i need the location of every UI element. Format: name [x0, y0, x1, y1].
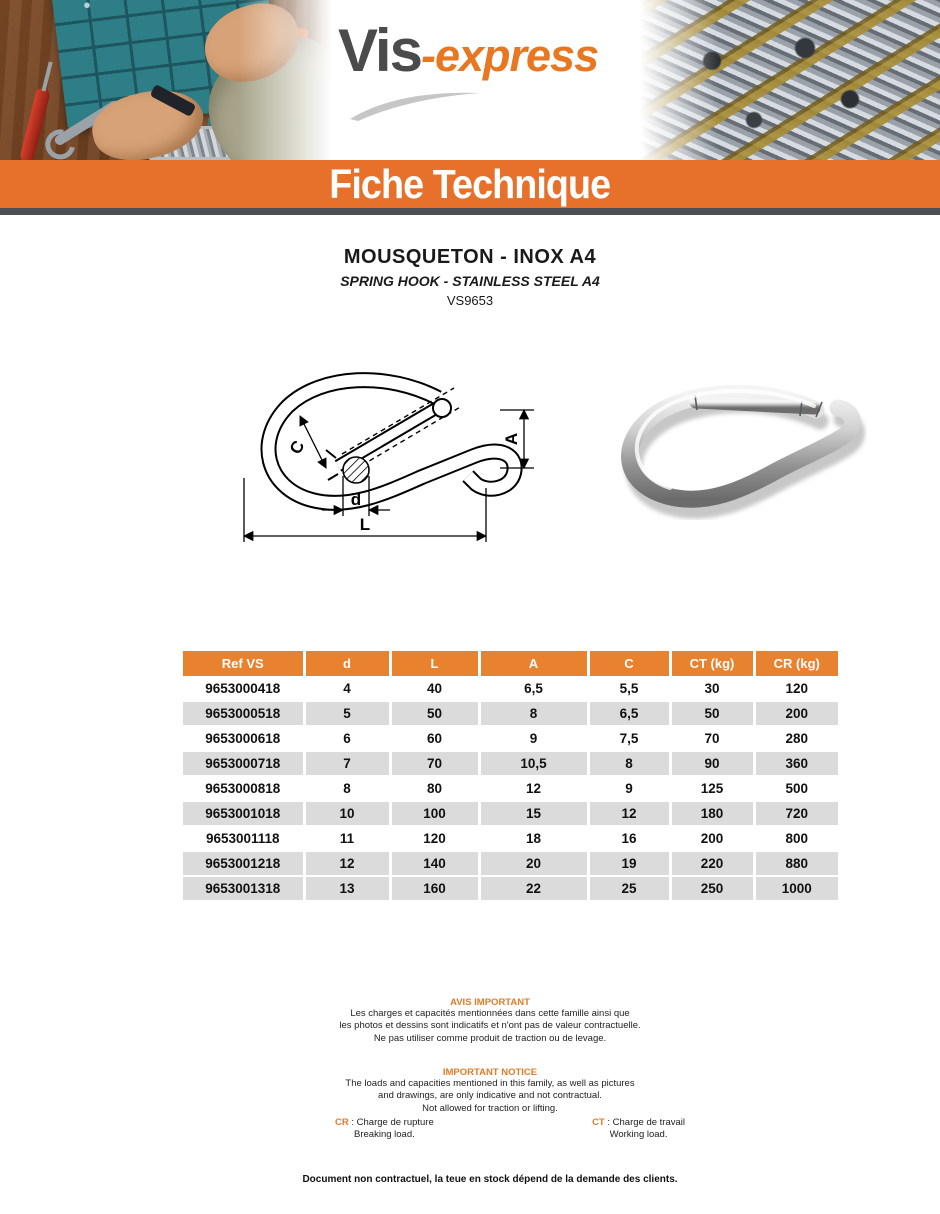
legend-cr-key: CR	[335, 1117, 349, 1128]
logo-swoosh	[348, 88, 483, 122]
small-parts-box	[245, 23, 309, 85]
column-header: Ref VS	[183, 651, 304, 676]
legend-cr-text: : Charge de rupture	[348, 1117, 434, 1128]
table-cell: 12	[304, 851, 390, 876]
table-cell: 9653000718	[183, 751, 304, 776]
table-cell: 160	[390, 876, 479, 901]
table-cell: 280	[754, 726, 838, 751]
table-cell: 6,5	[588, 701, 670, 726]
column-header: A	[479, 651, 588, 676]
screw-organizer-box	[50, 0, 282, 131]
legend-ct-key: CT	[592, 1117, 605, 1128]
table-cell: 19	[588, 851, 670, 876]
table-cell: 125	[670, 776, 754, 801]
notice-en-line: and drawings, are only indicative and not contractual.	[378, 1090, 602, 1102]
product-subtitle: SPRING HOOK - STAINLESS STEEL A4	[340, 273, 600, 289]
screwdriver	[19, 87, 50, 160]
table-cell: 9653000618	[183, 726, 304, 751]
table-cell: 120	[390, 826, 479, 851]
hand-tool	[150, 84, 197, 117]
table-cell: 9653001018	[183, 801, 304, 826]
table-row	[183, 801, 838, 826]
table-cell: 180	[670, 801, 754, 826]
power-tool	[262, 86, 332, 158]
table-cell: 100	[390, 801, 479, 826]
table-cell: 800	[754, 826, 838, 851]
header-row	[183, 651, 838, 676]
table-cell: 90	[670, 751, 754, 776]
notice-en-line: The loads and capacities mentioned in this family, as well as pictures	[345, 1078, 635, 1090]
table-row	[183, 701, 838, 726]
technical-drawing	[238, 358, 538, 550]
legend-ct	[592, 1117, 685, 1142]
table-cell: 6	[304, 726, 390, 751]
table-cell: 8	[588, 751, 670, 776]
table-cell: 15	[479, 801, 588, 826]
dim-label-c: C	[285, 437, 309, 458]
table-cell: 10,5	[479, 751, 588, 776]
table-cell: 9	[479, 726, 588, 751]
notice-fr-line: Ne pas utiliser comme produit de traction ou de levage.	[373, 1032, 607, 1044]
legend-cr-translation: Breaking load.	[354, 1129, 415, 1141]
abbreviation-legend	[335, 1117, 685, 1142]
logo-vis-text: Vis	[338, 17, 421, 84]
table-row	[183, 851, 838, 876]
footer-disclaimer: Document non contractuel, la teue en stock dépend de la demande des clients.	[302, 1174, 678, 1185]
table-cell: 7	[304, 751, 390, 776]
table-row	[183, 676, 838, 701]
table-cell: 200	[754, 701, 838, 726]
table-cell: 12	[588, 801, 670, 826]
dim-label-l: L	[359, 515, 371, 534]
table-cell: 9653001218	[183, 851, 304, 876]
dim-label-d: d	[350, 490, 362, 509]
product-reference: VS9653	[446, 293, 494, 308]
table-cell: 50	[670, 701, 754, 726]
table-cell: 80	[390, 776, 479, 801]
table-cell: 5	[304, 701, 390, 726]
banner-title: Fiche Technique	[329, 160, 611, 207]
fiche-technique-banner	[0, 160, 940, 208]
notices	[270, 997, 710, 1115]
table-cell: 16	[588, 826, 670, 851]
wrench	[53, 99, 121, 147]
table-cell: 9653001318	[183, 876, 304, 901]
legend-cr	[335, 1117, 434, 1142]
table-cell: 11	[304, 826, 390, 851]
logo-express-text: -express	[420, 30, 599, 81]
table-cell: 22	[479, 876, 588, 901]
table-cell: 200	[670, 826, 754, 851]
table-cell: 10	[304, 801, 390, 826]
right-arm	[182, 6, 332, 160]
spec-table-body	[183, 676, 838, 901]
notice-en-line: Not allowed for traction or lifting.	[422, 1102, 558, 1114]
notice-fr-line: Les charges et capacités mentionnées dans cette famille ainsi que	[350, 1008, 630, 1019]
screw-tray	[148, 126, 332, 160]
column-header: CR (kg)	[754, 651, 838, 676]
table-cell: 220	[670, 851, 754, 876]
vis-express-logo	[338, 16, 618, 146]
table-cell: 30	[670, 676, 754, 701]
table-cell: 9	[588, 776, 670, 801]
table-cell: 5,5	[588, 676, 670, 701]
table-cell: 9653001118	[183, 826, 304, 851]
banner-divider	[0, 208, 940, 215]
legend-ct-text: : Charge de travail	[604, 1117, 685, 1128]
table-cell: 70	[670, 726, 754, 751]
table-cell: 60	[390, 726, 479, 751]
notice-fr-title: AVIS IMPORTANT	[450, 997, 530, 1008]
table-cell: 720	[754, 801, 838, 826]
product-title: MOUSQUETON - INOX A4	[343, 246, 597, 268]
top-banner	[0, 0, 940, 160]
table-cell: 50	[390, 701, 479, 726]
product-header	[0, 246, 940, 308]
table-cell: 7,5	[588, 726, 670, 751]
table-cell: 9653000418	[183, 676, 304, 701]
table-cell: 8	[479, 701, 588, 726]
dim-label-a: A	[502, 432, 521, 446]
notice-en-title: IMPORTANT NOTICE	[442, 1067, 538, 1079]
table-cell: 40	[390, 676, 479, 701]
column-header: d	[304, 651, 390, 676]
column-header: C	[588, 651, 670, 676]
column-header: L	[390, 651, 479, 676]
table-cell: 120	[754, 676, 838, 701]
table-cell: 360	[754, 751, 838, 776]
legend-ct-translation: Working load.	[609, 1129, 668, 1141]
table-cell: 8	[304, 776, 390, 801]
notice-fr-line: les photos et dessins sont indicatifs et n'ont pas de valeur contractuelle.	[339, 1020, 641, 1032]
column-header: CT (kg)	[670, 651, 754, 676]
table-cell: 18	[479, 826, 588, 851]
table-cell: 12	[479, 776, 588, 801]
screws-photo	[640, 0, 940, 160]
table-row	[183, 876, 838, 901]
table-cell: 70	[390, 751, 479, 776]
table-row	[183, 776, 838, 801]
table-cell: 1000	[754, 876, 838, 901]
table-cell: 25	[588, 876, 670, 901]
table-cell: 250	[670, 876, 754, 901]
table-row	[183, 826, 838, 851]
spec-table	[183, 651, 838, 902]
right-hand	[195, 0, 309, 93]
table-cell: 880	[754, 851, 838, 876]
spec-table-head	[183, 651, 838, 676]
table-cell: 13	[304, 876, 390, 901]
table-cell: 140	[390, 851, 479, 876]
table-cell: 4	[304, 676, 390, 701]
table-cell: 6,5	[479, 676, 588, 701]
table-cell: 500	[754, 776, 838, 801]
table-row	[183, 726, 838, 751]
table-cell: 20	[479, 851, 588, 876]
table-cell: 9653000518	[183, 701, 304, 726]
workbench-photo	[0, 0, 332, 160]
table-cell: 9653000818	[183, 776, 304, 801]
product-photo	[592, 372, 867, 520]
left-hand	[86, 79, 211, 160]
table-row	[183, 751, 838, 776]
organizer-handle	[128, 118, 218, 160]
